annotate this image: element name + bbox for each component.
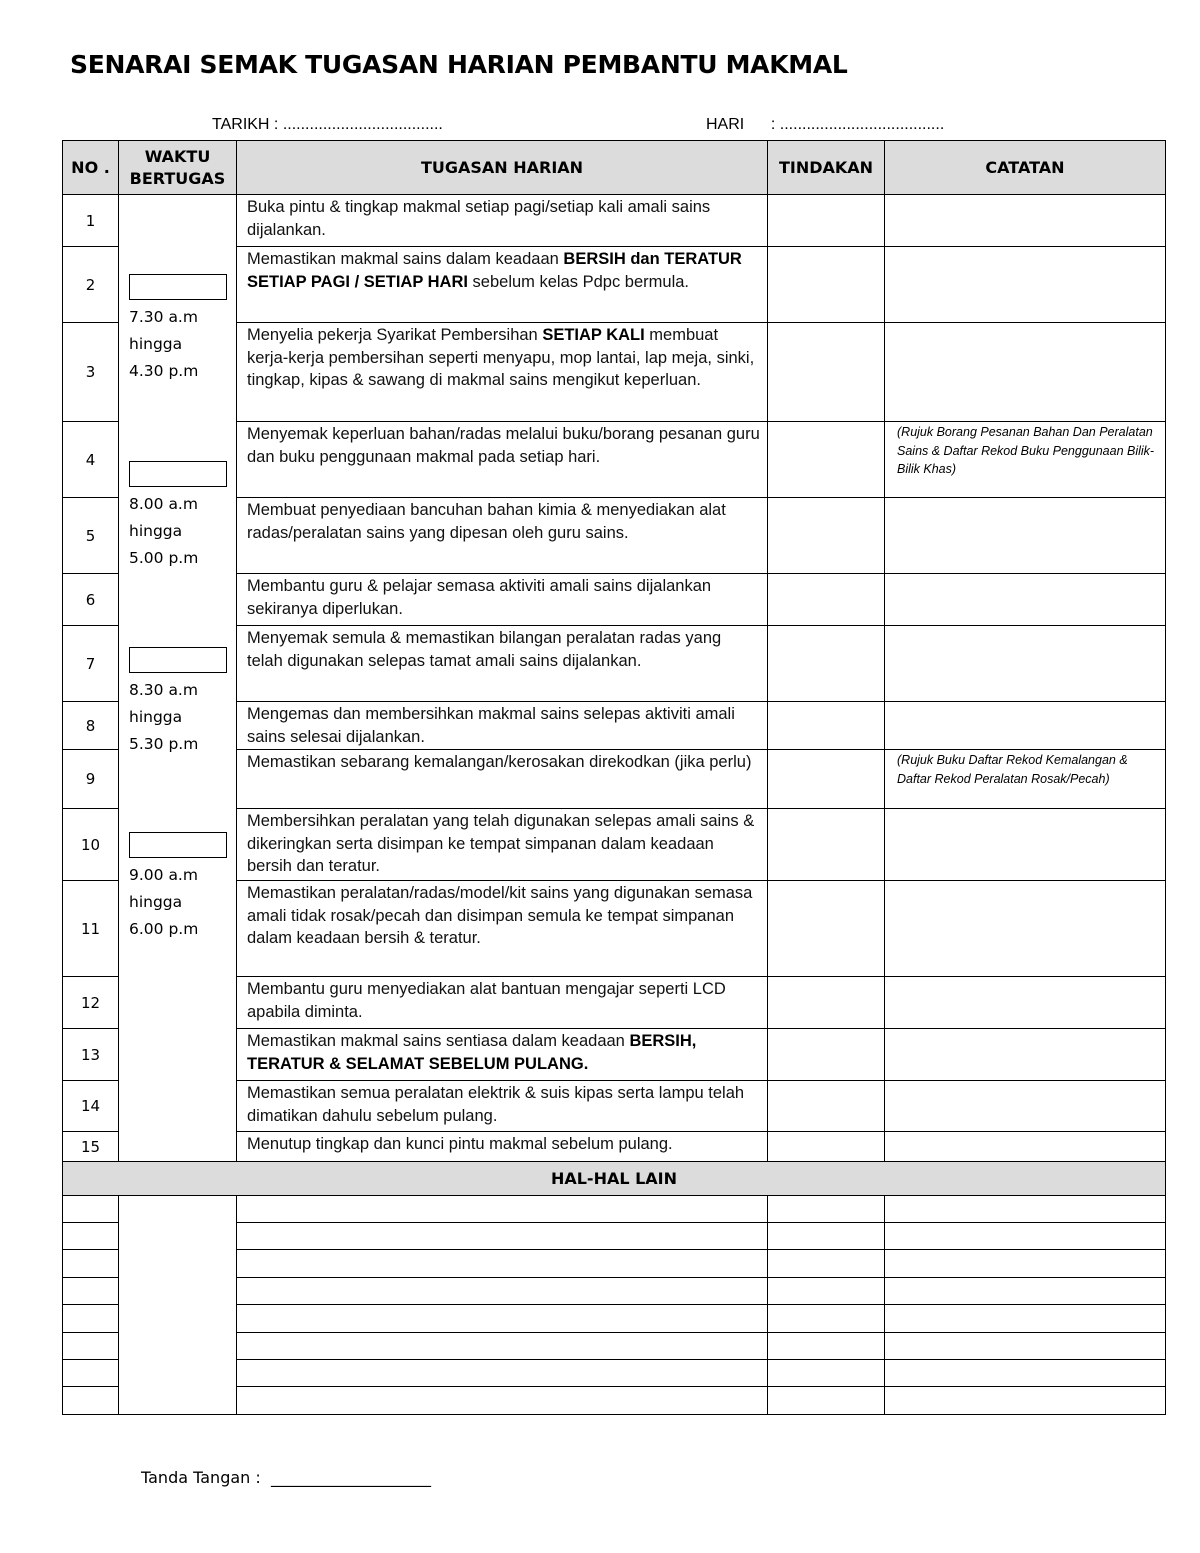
task-text: Menyemak semula & memastikan bilangan peralatan radas yang telah digunakan selepas tamat amali sains dijalankan. <box>237 626 768 702</box>
header-tindakan: TINDAKAN <box>768 141 885 195</box>
tindakan-cell[interactable] <box>768 1029 885 1081</box>
blank-no-cell[interactable] <box>63 1305 119 1333</box>
blank-task-cell[interactable] <box>237 1305 768 1333</box>
section-row <box>63 1162 1166 1196</box>
catatan-cell[interactable]: (Rujuk Borang Pesanan Bahan Dan Peralatan Sains & Daftar Rekod Buku Penggunaan Bilik-Bilik Khas) <box>885 422 1166 498</box>
task-number: 9 <box>63 750 119 809</box>
checklist-table <box>62 140 1166 1415</box>
shift-checkbox[interactable] <box>129 274 227 300</box>
tindakan-cell[interactable] <box>768 1081 885 1132</box>
blank-tindakan-cell[interactable] <box>768 1360 885 1387</box>
page-title: SENARAI SEMAK TUGASAN HARIAN PEMBANTU MAKMAL <box>70 50 848 79</box>
blank-waktu-cell[interactable] <box>119 1196 237 1415</box>
blank-catatan-cell[interactable] <box>885 1196 1166 1223</box>
task-number: 12 <box>63 977 119 1029</box>
task-text: Memastikan peralatan/radas/model/kit sains yang digunakan semasa amali tidak rosak/pecah dan disimpan semula ke tempat simpanan dalam keadaan bersih & teratur. <box>237 881 768 977</box>
task-text: Membantu guru menyediakan alat bantuan mengajar seperti LCD apabila diminta. <box>237 977 768 1029</box>
task-number: 6 <box>63 574 119 626</box>
shift-start: 8.00 a.m <box>129 495 198 513</box>
catatan-cell[interactable] <box>885 626 1166 702</box>
shift-checkbox[interactable] <box>129 461 227 487</box>
tindakan-cell[interactable] <box>768 977 885 1029</box>
shift-to: hingga <box>129 708 183 726</box>
header-no: NO . <box>63 141 119 195</box>
shift-checkbox[interactable] <box>129 832 227 858</box>
blank-tindakan-cell[interactable] <box>768 1387 885 1415</box>
day-field[interactable]: HARI : ..................................... <box>706 116 945 133</box>
catatan-cell[interactable] <box>885 702 1166 750</box>
catatan-cell[interactable] <box>885 247 1166 323</box>
tindakan-cell[interactable] <box>768 323 885 422</box>
catatan-cell[interactable] <box>885 498 1166 574</box>
blank-catatan-cell[interactable] <box>885 1333 1166 1360</box>
catatan-cell[interactable] <box>885 1029 1166 1081</box>
blank-no-cell[interactable] <box>63 1223 119 1250</box>
blank-tindakan-cell[interactable] <box>768 1223 885 1250</box>
blank-no-cell[interactable] <box>63 1387 119 1415</box>
catatan-cell[interactable] <box>885 195 1166 247</box>
blank-task-cell[interactable] <box>237 1278 768 1305</box>
task-number: 13 <box>63 1029 119 1081</box>
catatan-cell[interactable] <box>885 1132 1166 1162</box>
task-text: Membuat penyediaan bancuhan bahan kimia & menyediakan alat radas/peralatan sains yang dipesan oleh guru sains. <box>237 498 768 574</box>
task-number: 5 <box>63 498 119 574</box>
shift-start: 7.30 a.m <box>129 308 198 326</box>
blank-tindakan-cell[interactable] <box>768 1278 885 1305</box>
blank-task-cell[interactable] <box>237 1196 768 1223</box>
blank-no-cell[interactable] <box>63 1333 119 1360</box>
catatan-cell[interactable] <box>885 809 1166 881</box>
task-text: Membersihkan peralatan yang telah digunakan selepas amali sains & dikeringkan serta disimpan ke tempat simpanan dalam keadaan bersih dan teratur. <box>237 809 768 881</box>
catatan-cell[interactable] <box>885 323 1166 422</box>
blank-task-cell[interactable] <box>237 1333 768 1360</box>
task-row <box>63 195 1166 247</box>
signature-line[interactable]: Tanda Tangan : ____________________ <box>141 1468 431 1487</box>
catatan-cell[interactable] <box>885 977 1166 1029</box>
blank-no-cell[interactable] <box>63 1278 119 1305</box>
blank-task-cell[interactable] <box>237 1387 768 1415</box>
blank-catatan-cell[interactable] <box>885 1278 1166 1305</box>
task-number: 4 <box>63 422 119 498</box>
tindakan-cell[interactable] <box>768 574 885 626</box>
blank-no-cell[interactable] <box>63 1360 119 1387</box>
task-text: Buka pintu & tingkap makmal setiap pagi/setiap kali amali sains dijalankan. <box>237 195 768 247</box>
catatan-cell[interactable] <box>885 881 1166 977</box>
blank-tindakan-cell[interactable] <box>768 1333 885 1360</box>
blank-catatan-cell[interactable] <box>885 1387 1166 1415</box>
shift-option <box>129 274 229 385</box>
tindakan-cell[interactable] <box>768 881 885 977</box>
shift-to: hingga <box>129 335 183 353</box>
tindakan-cell[interactable] <box>768 809 885 881</box>
shift-end: 4.30 p.m <box>129 362 199 380</box>
catatan-cell[interactable]: (Rujuk Buku Daftar Rekod Kemalangan & Daftar Rekod Peralatan Rosak/Pecah) <box>885 750 1166 809</box>
shift-end: 5.30 p.m <box>129 735 199 753</box>
tindakan-cell[interactable] <box>768 195 885 247</box>
task-text: Membantu guru & pelajar semasa aktiviti amali sains dijalankan sekiranya diperlukan. <box>237 574 768 626</box>
task-text: Memastikan makmal sains sentiasa dalam keadaan BERSIH, TERATUR & SELAMAT SEBELUM PULANG. <box>237 1029 768 1081</box>
tindakan-cell[interactable] <box>768 498 885 574</box>
task-number: 7 <box>63 626 119 702</box>
task-text: Menyemak keperluan bahan/radas melalui buku/borang pesanan guru dan buku penggunaan makmal pada setiap hari. <box>237 422 768 498</box>
shift-end: 6.00 p.m <box>129 920 199 938</box>
tindakan-cell[interactable] <box>768 750 885 809</box>
task-number: 8 <box>63 702 119 750</box>
section-other-heading: HAL-HAL LAIN <box>63 1162 1166 1196</box>
blank-row <box>63 1196 1166 1223</box>
task-text: Memastikan sebarang kemalangan/kerosakan direkodkan (jika perlu) <box>237 750 768 809</box>
task-text: Menyelia pekerja Syarikat Pembersihan SETIAP KALI membuat kerja-kerja pembersihan seperti menyapu, mop lantai, lap meja, sinki, tingkap, kipas & sawang di makmal sains mengikut keperluan. <box>237 323 768 422</box>
shift-to: hingga <box>129 522 183 540</box>
blank-task-cell[interactable] <box>237 1250 768 1278</box>
task-text: Menutup tingkap dan kunci pintu makmal sebelum pulang. <box>237 1132 768 1162</box>
shift-to: hingga <box>129 893 183 911</box>
shift-end: 5.00 p.m <box>129 549 199 567</box>
tindakan-cell[interactable] <box>768 626 885 702</box>
tindakan-cell[interactable] <box>768 422 885 498</box>
task-number: 3 <box>63 323 119 422</box>
blank-tindakan-cell[interactable] <box>768 1250 885 1278</box>
shift-start: 9.00 a.m <box>129 866 198 884</box>
task-text: Memastikan makmal sains dalam keadaan BERSIH dan TERATUR SETIAP PAGI / SETIAP HARI sebelum kelas Pdpc bermula. <box>237 247 768 323</box>
header-waktu: WAKTU BERTUGAS <box>119 141 237 195</box>
header-tugasan: TUGASAN HARIAN <box>237 141 768 195</box>
blank-task-cell[interactable] <box>237 1223 768 1250</box>
blank-task-cell[interactable] <box>237 1360 768 1387</box>
task-number: 11 <box>63 881 119 977</box>
date-field[interactable]: TARIKH : .................................... <box>212 116 443 133</box>
blank-catatan-cell[interactable] <box>885 1250 1166 1278</box>
shift-column <box>119 195 237 1162</box>
task-number: 15 <box>63 1132 119 1162</box>
task-number: 2 <box>63 247 119 323</box>
shift-start: 8.30 a.m <box>129 681 198 699</box>
catatan-cell[interactable] <box>885 1081 1166 1132</box>
header-row <box>63 141 1166 195</box>
shift-option <box>129 832 229 943</box>
shift-checkbox[interactable] <box>129 647 227 673</box>
task-text: Memastikan semua peralatan elektrik & suis kipas serta lampu telah dimatikan dahulu sebelum pulang. <box>237 1081 768 1132</box>
header-catatan: CATATAN <box>885 141 1166 195</box>
task-number: 14 <box>63 1081 119 1132</box>
tindakan-cell[interactable] <box>768 702 885 750</box>
blank-tindakan-cell[interactable] <box>768 1305 885 1333</box>
blank-tindakan-cell[interactable] <box>768 1196 885 1223</box>
blank-catatan-cell[interactable] <box>885 1223 1166 1250</box>
task-text: Mengemas dan membersihkan makmal sains selepas aktiviti amali sains selesai dijalankan. <box>237 702 768 750</box>
shift-option <box>129 647 229 758</box>
tindakan-cell[interactable] <box>768 1132 885 1162</box>
task-number: 10 <box>63 809 119 881</box>
blank-no-cell[interactable] <box>63 1250 119 1278</box>
catatan-cell[interactable] <box>885 574 1166 626</box>
blank-catatan-cell[interactable] <box>885 1360 1166 1387</box>
blank-no-cell[interactable] <box>63 1196 119 1223</box>
tindakan-cell[interactable] <box>768 247 885 323</box>
blank-catatan-cell[interactable] <box>885 1305 1166 1333</box>
shift-option <box>129 461 229 572</box>
task-number: 1 <box>63 195 119 247</box>
